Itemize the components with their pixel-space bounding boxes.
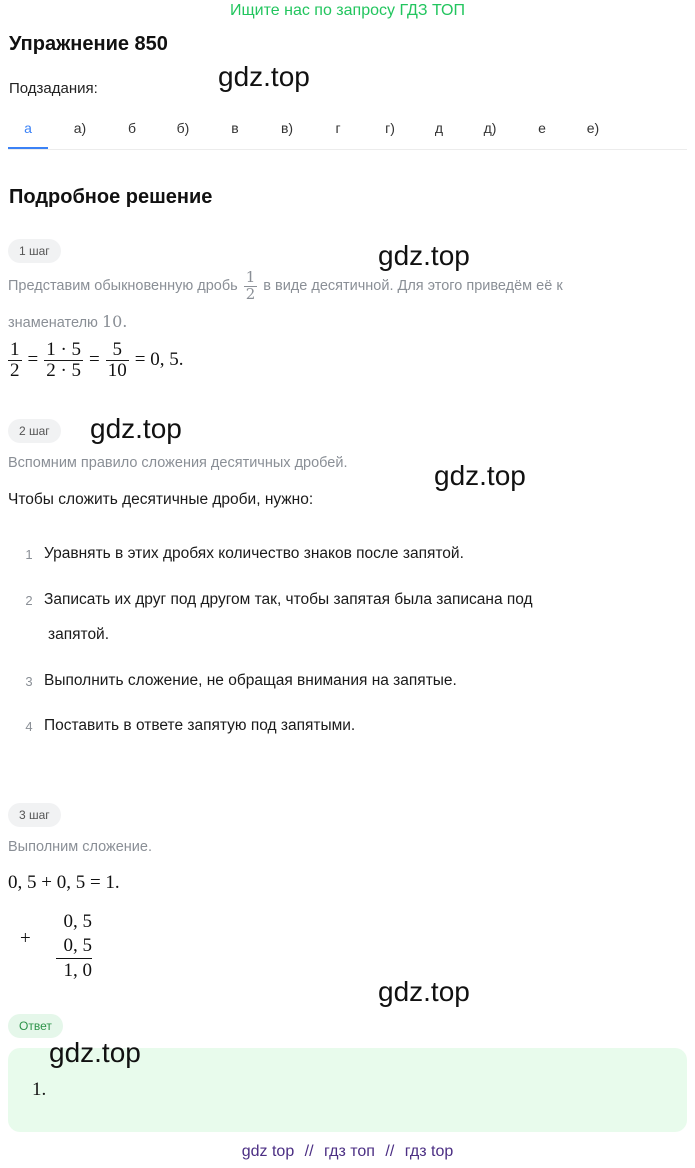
denominator-value: 10. <box>101 312 128 331</box>
step-2-intro: Вспомним правило сложения десятичных дробей. <box>8 455 348 471</box>
rule-item-text: Выполнить сложение, не обращая внимания на запятые. <box>44 672 457 689</box>
tab-a-paren[interactable]: а) <box>73 120 87 136</box>
tab-v-paren[interactable]: в) <box>280 120 294 136</box>
watermark: gdz.top <box>378 976 470 1007</box>
column-plus-sign: + <box>20 928 31 949</box>
rule-title: Чтобы сложить десятичные дроби, нужно: <box>8 491 314 508</box>
step-3-intro: Выполним сложение. <box>8 839 152 855</box>
rule-item-number: 4 <box>25 719 33 734</box>
solution-title: Подробное решение <box>9 186 213 208</box>
tab-b[interactable]: б <box>127 120 137 136</box>
watermark: gdz.top <box>378 240 470 271</box>
exercise-title: Упражнение 850 <box>9 33 168 55</box>
formula-f1-num: 1 <box>10 339 20 360</box>
search-hint-link[interactable]: Ищите нас по запросу ГДЗ ТОП <box>230 2 465 19</box>
step-3-equation: 0, 5 + 0, 5 = 1. <box>8 872 120 893</box>
rule-item-number: 2 <box>25 593 33 608</box>
formula-f3-den: 10 <box>107 359 127 381</box>
tab-v[interactable]: в <box>231 120 239 136</box>
tab-g[interactable]: г <box>335 120 341 136</box>
step-2-badge: 2 шаг <box>8 419 61 443</box>
rule-item-text: Поставить в ответе запятую под запятыми. <box>44 717 356 734</box>
step-3-badge: 3 шаг <box>8 803 61 827</box>
tab-e-paren[interactable]: е) <box>586 120 600 136</box>
step-1-text-after: в виде десятичной. Для этого приведём её к <box>263 278 563 295</box>
tab-e[interactable]: е <box>538 120 546 136</box>
step-1-text-line2 <box>8 312 127 331</box>
column-addend-1: 0, 5 <box>63 911 92 932</box>
tab-d[interactable]: д <box>434 120 444 136</box>
footer-separator: // <box>304 1143 314 1160</box>
subtask-tabs <box>8 112 687 150</box>
inline-fraction <box>244 270 258 303</box>
footer-separator: // <box>385 1143 395 1160</box>
step-1-formula <box>8 340 183 381</box>
rule-item-number: 3 <box>25 674 33 689</box>
footer-link-2[interactable]: гдз топ <box>324 1143 375 1160</box>
formula-fraction-1 <box>8 340 22 381</box>
formula-fraction-2 <box>44 340 83 381</box>
tab-g-paren[interactable]: г) <box>385 120 395 136</box>
formula-fraction-3 <box>106 340 129 381</box>
step-1-text <box>8 270 563 303</box>
formula-f2-den: 2 · 5 <box>46 359 82 381</box>
watermark: gdz.top <box>90 413 182 444</box>
rule-item-text: Записать их друг под другом так, чтобы запятая была записана под <box>44 591 533 608</box>
formula-result: = 0, 5. <box>134 349 184 371</box>
rule-item-number: 1 <box>25 547 33 562</box>
formula-equals: = <box>89 349 100 371</box>
rule-item-text-cont: запятой. <box>48 626 110 643</box>
formula-f2-num: 1 · 5 <box>46 339 82 360</box>
column-addend-2: 0, 5 <box>63 935 92 956</box>
watermark: gdz.top <box>49 1037 141 1068</box>
answer-badge: Ответ <box>8 1014 63 1038</box>
formula-f1-den: 2 <box>10 359 20 381</box>
column-addition <box>56 910 92 983</box>
tab-d-paren[interactable]: д) <box>483 120 497 136</box>
step-1-text-before: Представим обыкновенную дробь <box>8 278 238 295</box>
formula-equals: = <box>27 349 39 371</box>
column-sum: 1, 0 <box>56 958 92 983</box>
inline-frac-den: 2 <box>245 284 256 303</box>
step-1-line2-text: знаменателю <box>8 315 98 331</box>
step-1-badge: 1 шаг <box>8 239 61 263</box>
answer-value: 1. <box>32 1079 47 1100</box>
tab-b-paren[interactable]: б) <box>176 120 190 136</box>
formula-f3-num: 5 <box>112 339 123 360</box>
watermark: gdz.top <box>218 61 310 92</box>
active-tab-indicator <box>8 147 48 149</box>
footer-links <box>0 1143 695 1161</box>
watermark: gdz.top <box>434 460 526 491</box>
rule-item-text: Уравнять в этих дробях количество знаков после запятой. <box>44 545 464 562</box>
footer-link-3[interactable]: гдз top <box>404 1143 454 1160</box>
inline-frac-num: 1 <box>245 268 256 286</box>
tab-a[interactable]: а <box>24 120 32 136</box>
footer-link-1[interactable]: gdz top <box>241 1143 295 1160</box>
subtasks-label: Подзадания: <box>9 80 98 97</box>
